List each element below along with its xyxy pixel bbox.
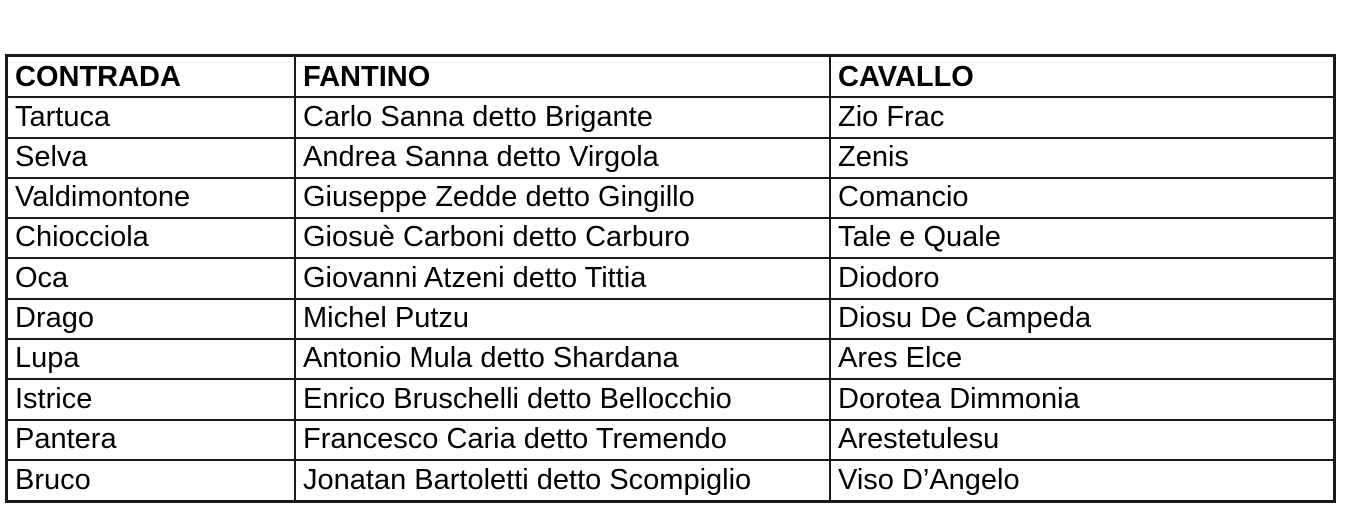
cell-fantino: Michel Putzu [295, 299, 830, 339]
cell-contrada: Lupa [8, 339, 295, 379]
header-fantino: FANTINO [295, 57, 830, 97]
cell-contrada: Oca [8, 258, 295, 298]
cell-fantino: Giosuè Carboni detto Carburo [295, 218, 830, 258]
cell-fantino: Andrea Sanna detto Virgola [295, 138, 830, 178]
table-header-row [8, 57, 1333, 97]
cell-contrada: Selva [8, 138, 295, 178]
header-contrada: CONTRADA [8, 57, 295, 97]
cell-cavallo: Zio Frac [830, 97, 1333, 137]
cell-contrada: Istrice [8, 379, 295, 419]
table-row [8, 339, 1333, 379]
table-row [8, 379, 1333, 419]
cell-cavallo: Dorotea Dimmonia [830, 379, 1333, 419]
cell-cavallo: Viso D’Angelo [830, 460, 1333, 500]
cell-fantino: Antonio Mula detto Shardana [295, 339, 830, 379]
cell-fantino: Enrico Bruschelli detto Bellocchio [295, 379, 830, 419]
cell-cavallo: Ares Elce [830, 339, 1333, 379]
cell-fantino: Jonatan Bartoletti detto Scompiglio [295, 460, 830, 500]
table-row [8, 218, 1333, 258]
cell-cavallo: Arestetulesu [830, 420, 1333, 460]
table-row [8, 258, 1333, 298]
table-row [8, 138, 1333, 178]
cell-fantino: Giuseppe Zedde detto Gingillo [295, 178, 830, 218]
cell-cavallo: Comancio [830, 178, 1333, 218]
table-row [8, 299, 1333, 339]
contrade-table [8, 57, 1333, 500]
cell-contrada: Chiocciola [8, 218, 295, 258]
contrade-table-frame [5, 54, 1336, 503]
cell-contrada: Bruco [8, 460, 295, 500]
cell-cavallo: Diosu De Campeda [830, 299, 1333, 339]
header-cavallo: CAVALLO [830, 57, 1333, 97]
cell-cavallo: Tale e Quale [830, 218, 1333, 258]
table-row [8, 420, 1333, 460]
cell-cavallo: Diodoro [830, 258, 1333, 298]
table-row [8, 178, 1333, 218]
cell-fantino: Francesco Caria detto Tremendo [295, 420, 830, 460]
cell-fantino: Giovanni Atzeni detto Tittia [295, 258, 830, 298]
table-row [8, 97, 1333, 137]
cell-contrada: Tartuca [8, 97, 295, 137]
cell-cavallo: Zenis [830, 138, 1333, 178]
cell-fantino: Carlo Sanna detto Brigante [295, 97, 830, 137]
cell-contrada: Valdimontone [8, 178, 295, 218]
cell-contrada: Pantera [8, 420, 295, 460]
cell-contrada: Drago [8, 299, 295, 339]
table-row [8, 460, 1333, 500]
